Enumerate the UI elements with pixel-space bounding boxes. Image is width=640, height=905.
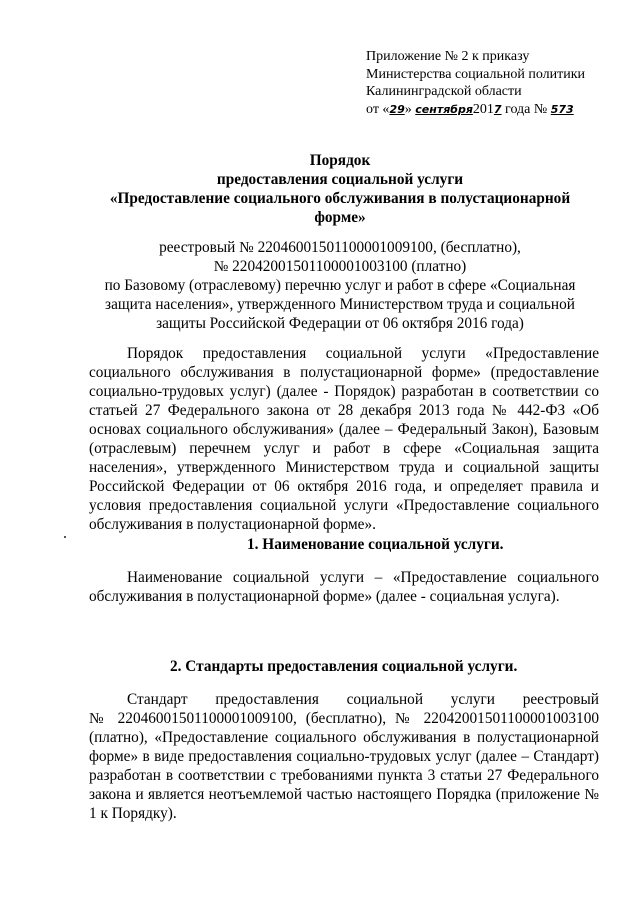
- intro-line: (отраслевым) перечнем услуг и работ в сфере «Социальная защита: [89, 440, 599, 457]
- handwritten-order-number: 573: [550, 102, 574, 116]
- intro-line: Российской Федерации от 06 октября 2016 года, и определяет правила и: [89, 478, 599, 495]
- registry-line-1: реестровый № 22046001501100001009100, (бесплатно),: [159, 239, 521, 256]
- intro-line: Порядок предоставления социальной услуги «Предоставление: [127, 345, 599, 362]
- section-2-line: (платно), «Предоставление социального обслуживания в полустационарной: [89, 729, 599, 746]
- scan-speck: [64, 536, 66, 538]
- appendix-header: [366, 48, 585, 118]
- intro-line: социального обслуживания в полустационарной форме» (предоставление: [89, 364, 599, 381]
- title-line-2: предоставления социальной услуги: [216, 171, 464, 188]
- registry-line-3: по Базовому (отраслевому) перечню услуг и работ в сфере «Социальная: [104, 277, 576, 294]
- registry-line-4: защита населения», утвержденного Министерством труда и социальной: [105, 296, 575, 313]
- handwritten-year-digit: 7: [493, 102, 502, 116]
- intro-paragraph: [89, 344, 599, 534]
- section-2-line: 1 к Порядку).: [89, 805, 177, 822]
- intro-line: основах социального обслуживания» (далее – Федеральный Закон), Базовым: [89, 421, 599, 438]
- section-1-line: обслуживания в полустационарной форме» (далее - социальная услуга).: [89, 588, 560, 605]
- intro-line: социально-трудовых услуг) (далее - Порядок) разработан в соответствии со: [89, 383, 599, 400]
- title-line-4: форме»: [314, 209, 366, 226]
- section-1-paragraph: [89, 568, 599, 606]
- section-2-line: форме» в виде предоставления социально-трудовых услуг (далее – Стандарт): [89, 748, 599, 765]
- title-line-3: «Предоставление социального обслуживания в полустационарной: [109, 190, 571, 207]
- section-2-heading: 2. Стандарты предоставления социальной услуги.: [170, 658, 518, 675]
- intro-line: статьей 27 Федерального закона от 28 декабря 2013 года № 442-ФЗ «Об: [89, 402, 599, 419]
- appendix-line-1: Приложение № 2 к приказу: [366, 49, 530, 64]
- appendix-line-2: Министерства социальной политики: [366, 66, 586, 82]
- handwritten-day: 29: [389, 102, 405, 116]
- section-1-heading: 1. Наименование социальной услуги.: [247, 536, 504, 553]
- appendix-line-3: Калининградской области: [366, 84, 522, 99]
- registry-block: [90, 238, 590, 333]
- section-2-line: разработан в соответствии с требованиями пункта 3 статьи 27 Федерального: [89, 767, 599, 784]
- document-title: [90, 151, 590, 227]
- section-2-paragraph: [89, 690, 599, 823]
- registry-line-2: № 22042001501100001003100 (платно): [213, 258, 467, 275]
- section-1-line: Наименование социальной услуги – «Предоставление социального: [127, 569, 599, 586]
- section-2-line: закона и является неотъемлемой частью настоящего Порядка (приложение №: [89, 786, 599, 803]
- intro-line: обслуживания в полустационарной форме».: [89, 516, 376, 533]
- order-date-line: от «29» сентября2017 года № 573: [366, 101, 574, 117]
- section-2-line: № 22046001501100001009100, (бесплатно), № 22042001501100001003100: [89, 710, 599, 727]
- handwritten-month: сентября: [415, 102, 473, 116]
- registry-line-5: защиты Российской Федерации от 06 октября 2016 года): [156, 315, 524, 332]
- section-2-line: Стандарт предоставления социальной услуги реестровый: [127, 691, 599, 708]
- intro-line: условия предоставления социальной услуги «Предоставление социального: [89, 497, 599, 514]
- title-line-1: Порядок: [309, 152, 371, 169]
- intro-line: населения», утвержденного Министерством труда и социальной защиты: [89, 459, 599, 476]
